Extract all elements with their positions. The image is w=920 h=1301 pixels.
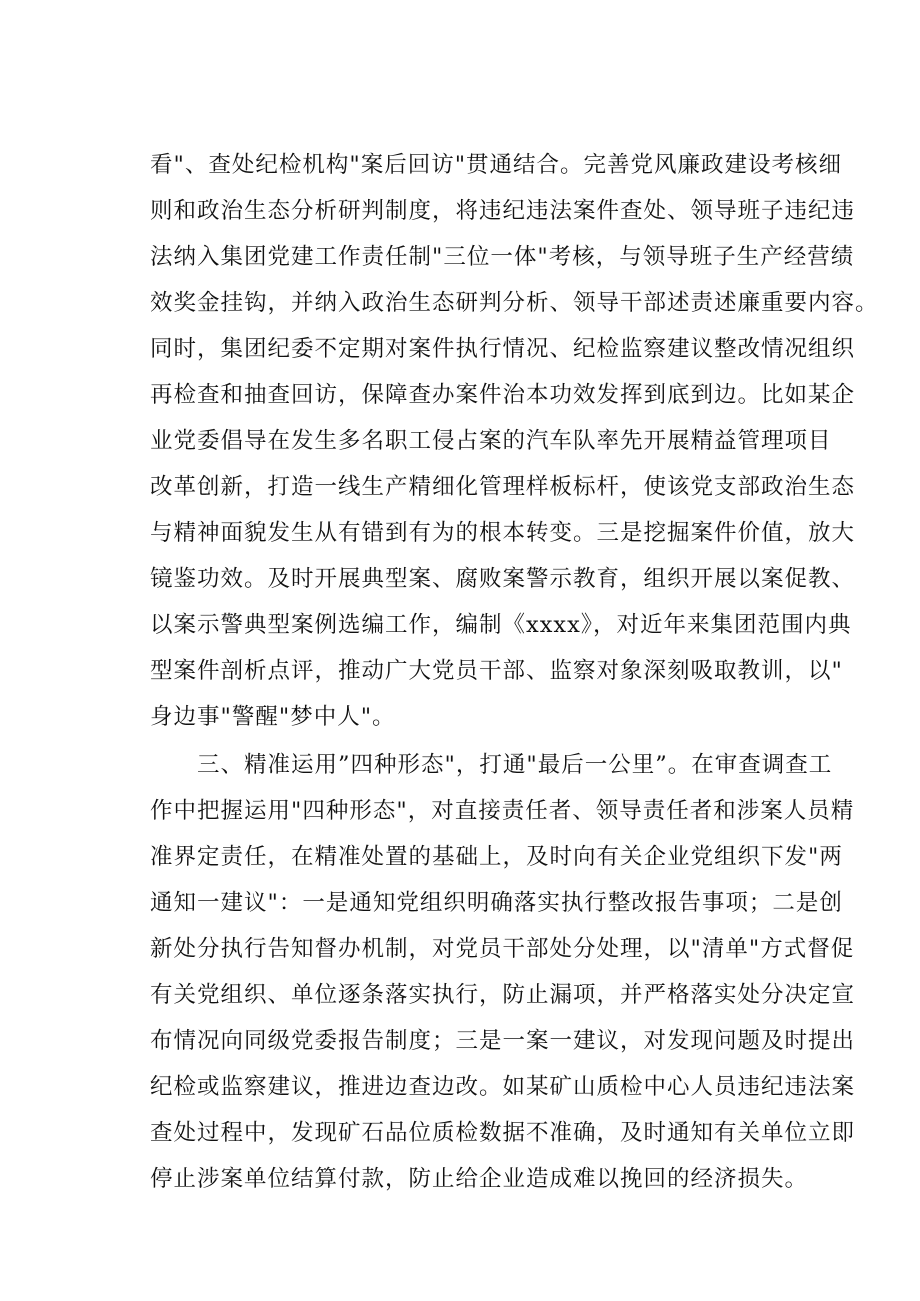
text-line: 看"、查处纪检机构"案后回访"贯通结合。完善党风廉政建设考核细 [150, 152, 843, 178]
text-line: 有关党组织、单位逐条落实执行，防止漏项，并严格落实处分决定宣 [150, 982, 856, 1008]
text-line: 与精神面貌发生从有错到有为的根本转变。三是挖掘案件价值，放大 [150, 520, 856, 546]
text-line: 停止涉案单位结算付款，防止给企业造成难以挽回的经济损失。 [150, 1166, 809, 1192]
text-line: 改革创新，打造一线生产精细化管理样板标杆，使该党支部政治生态 [150, 474, 856, 500]
text-line: 身边事"警醒"梦中人"。 [150, 704, 396, 730]
text-line: 法纳入集团党建工作责任制"三位一体"考核，与领导班子生产经营绩 [150, 244, 855, 270]
text-line: 镜鉴功效。及时开展典型案、腐败案警示教育，组织开展以案促教、 [150, 566, 856, 592]
text-line: 型案件剖析点评，推动广大党员干部、监察对象深刻吸取教训，以" [150, 658, 843, 684]
text-line: 准界定责任，在精准处置的基础上，及时向有关企业党组织下发"两 [150, 844, 843, 870]
text-line: 再检查和抽查回访，保障查办案件治本功效发挥到底到边。比如某企 [150, 382, 856, 408]
text-line: 通知一建议"：一是通知党组织明确落实执行整改报告事项；二是创 [150, 890, 843, 916]
text-line: 则和政治生态分析研判制度，将违纪违法案件查处、领导班子违纪违 [150, 198, 856, 224]
text-line: 新处分执行告知督办机制，对党员干部处分处理，以"清单"方式督促 [150, 936, 855, 962]
paragraph-heading-line: 三、精准运用”四种形态"，打通"最后一公里”。在审查调查工 [150, 752, 833, 778]
text-line: 纪检或监察建议，推进边查边改。如某矿山质检中心人员违纪违法案 [150, 1074, 856, 1100]
text-line: 效奖金挂钩，并纳入政治生态研判分析、领导干部述责述廉重要内容。 [150, 290, 879, 316]
text-line: 查处过程中，发现矿石品位质检数据不准确，及时通知有关单位立即 [150, 1120, 856, 1146]
text-line: 业党委倡导在发生多名职工侵占案的汽车队率先开展精益管理项目 [150, 428, 832, 454]
text-line: 以案示警典型案例选编工作，编制《xxxx》，对近年来集团范围内典 [150, 612, 852, 638]
text-line: 作中把握运用"四种形态"，对直接责任者、领导责任者和涉案人员精 [150, 798, 855, 824]
text-line: 同时，集团纪委不定期对案件执行情况、纪检监察建议整改情况组织 [150, 336, 856, 362]
text-line: 布情况向同级党委报告制度；三是一案一建议，对发现问题及时提出 [150, 1028, 856, 1054]
